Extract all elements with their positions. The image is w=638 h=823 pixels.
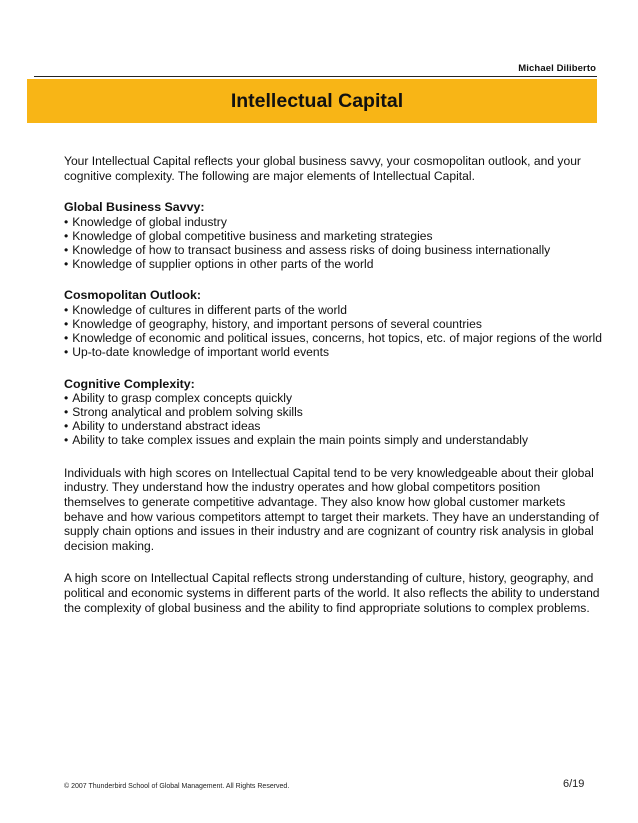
list-item: • Knowledge of cultures in different parts of the world (64, 304, 604, 318)
section-global-business-savvy (64, 200, 604, 271)
list-item: • Knowledge of global competitive business and marketing strategies (64, 230, 604, 244)
list-item: • Ability to take complex issues and explain the main points simply and understandably (64, 434, 604, 448)
bullet-list (64, 304, 604, 360)
list-item: • Knowledge of geography, history, and important persons of several countries (64, 318, 604, 332)
list-item: • Strong analytical and problem solving skills (64, 406, 604, 420)
list-item: • Up-to-date knowledge of important world events (64, 346, 604, 360)
header-rule (34, 76, 597, 77)
list-item: • Knowledge of economic and political issues, concerns, hot topics, etc. of major regions of the world (64, 332, 604, 346)
section-cosmopolitan-outlook (64, 288, 604, 359)
page-number: 6/19 (563, 778, 585, 790)
list-item: • Ability to grasp complex concepts quickly (64, 392, 604, 406)
section-title: Global Business Savvy: (64, 200, 205, 215)
section-title: Cognitive Complexity: (64, 376, 195, 391)
section-cognitive-complexity (64, 377, 604, 448)
list-item: • Knowledge of global industry (64, 216, 604, 230)
bullet-list (64, 392, 604, 448)
author-name: Michael Diliberto (518, 63, 596, 74)
copyright-notice: © 2007 Thunderbird School of Global Management. All Rights Reserved. (64, 783, 290, 790)
summary-paragraph: Individuals with high scores on Intellectual Capital tend to be very knowledgeable about their global industry. They understand how the industry operates and how global competitors position themselves to generate competitive advantage. They also know how global customer markets behave and how various competitors attempt to target their markets. They have an understanding of supply chain options and issues in their industry and are cognizant of country risk analysis in global decision making. (64, 465, 599, 553)
list-item: • Ability to understand abstract ideas (64, 420, 604, 434)
section-title: Cosmopolitan Outlook: (64, 288, 201, 303)
list-item: • Knowledge of supplier options in other parts of the world (64, 258, 604, 272)
bullet-list (64, 216, 604, 272)
main-content (64, 154, 604, 615)
list-item: • Knowledge of how to transact business and assess risks of doing business internationally (64, 244, 604, 258)
summary-paragraph: A high score on Intellectual Capital reflects strong understanding of culture, history, geography, and political and economic systems in different parts of the world. It also reflects the ability to understand the complexity of global business and the ability to find appropriate solutions to complex problems. (64, 571, 600, 615)
intro-paragraph: Your Intellectual Capital reflects your global business savvy, your cosmopolitan outlook, and your cognitive complexity. The following are major elements of Intellectual Capital. (64, 154, 581, 183)
title-banner (27, 79, 597, 123)
page-title: Intellectual Capital (230, 89, 404, 112)
